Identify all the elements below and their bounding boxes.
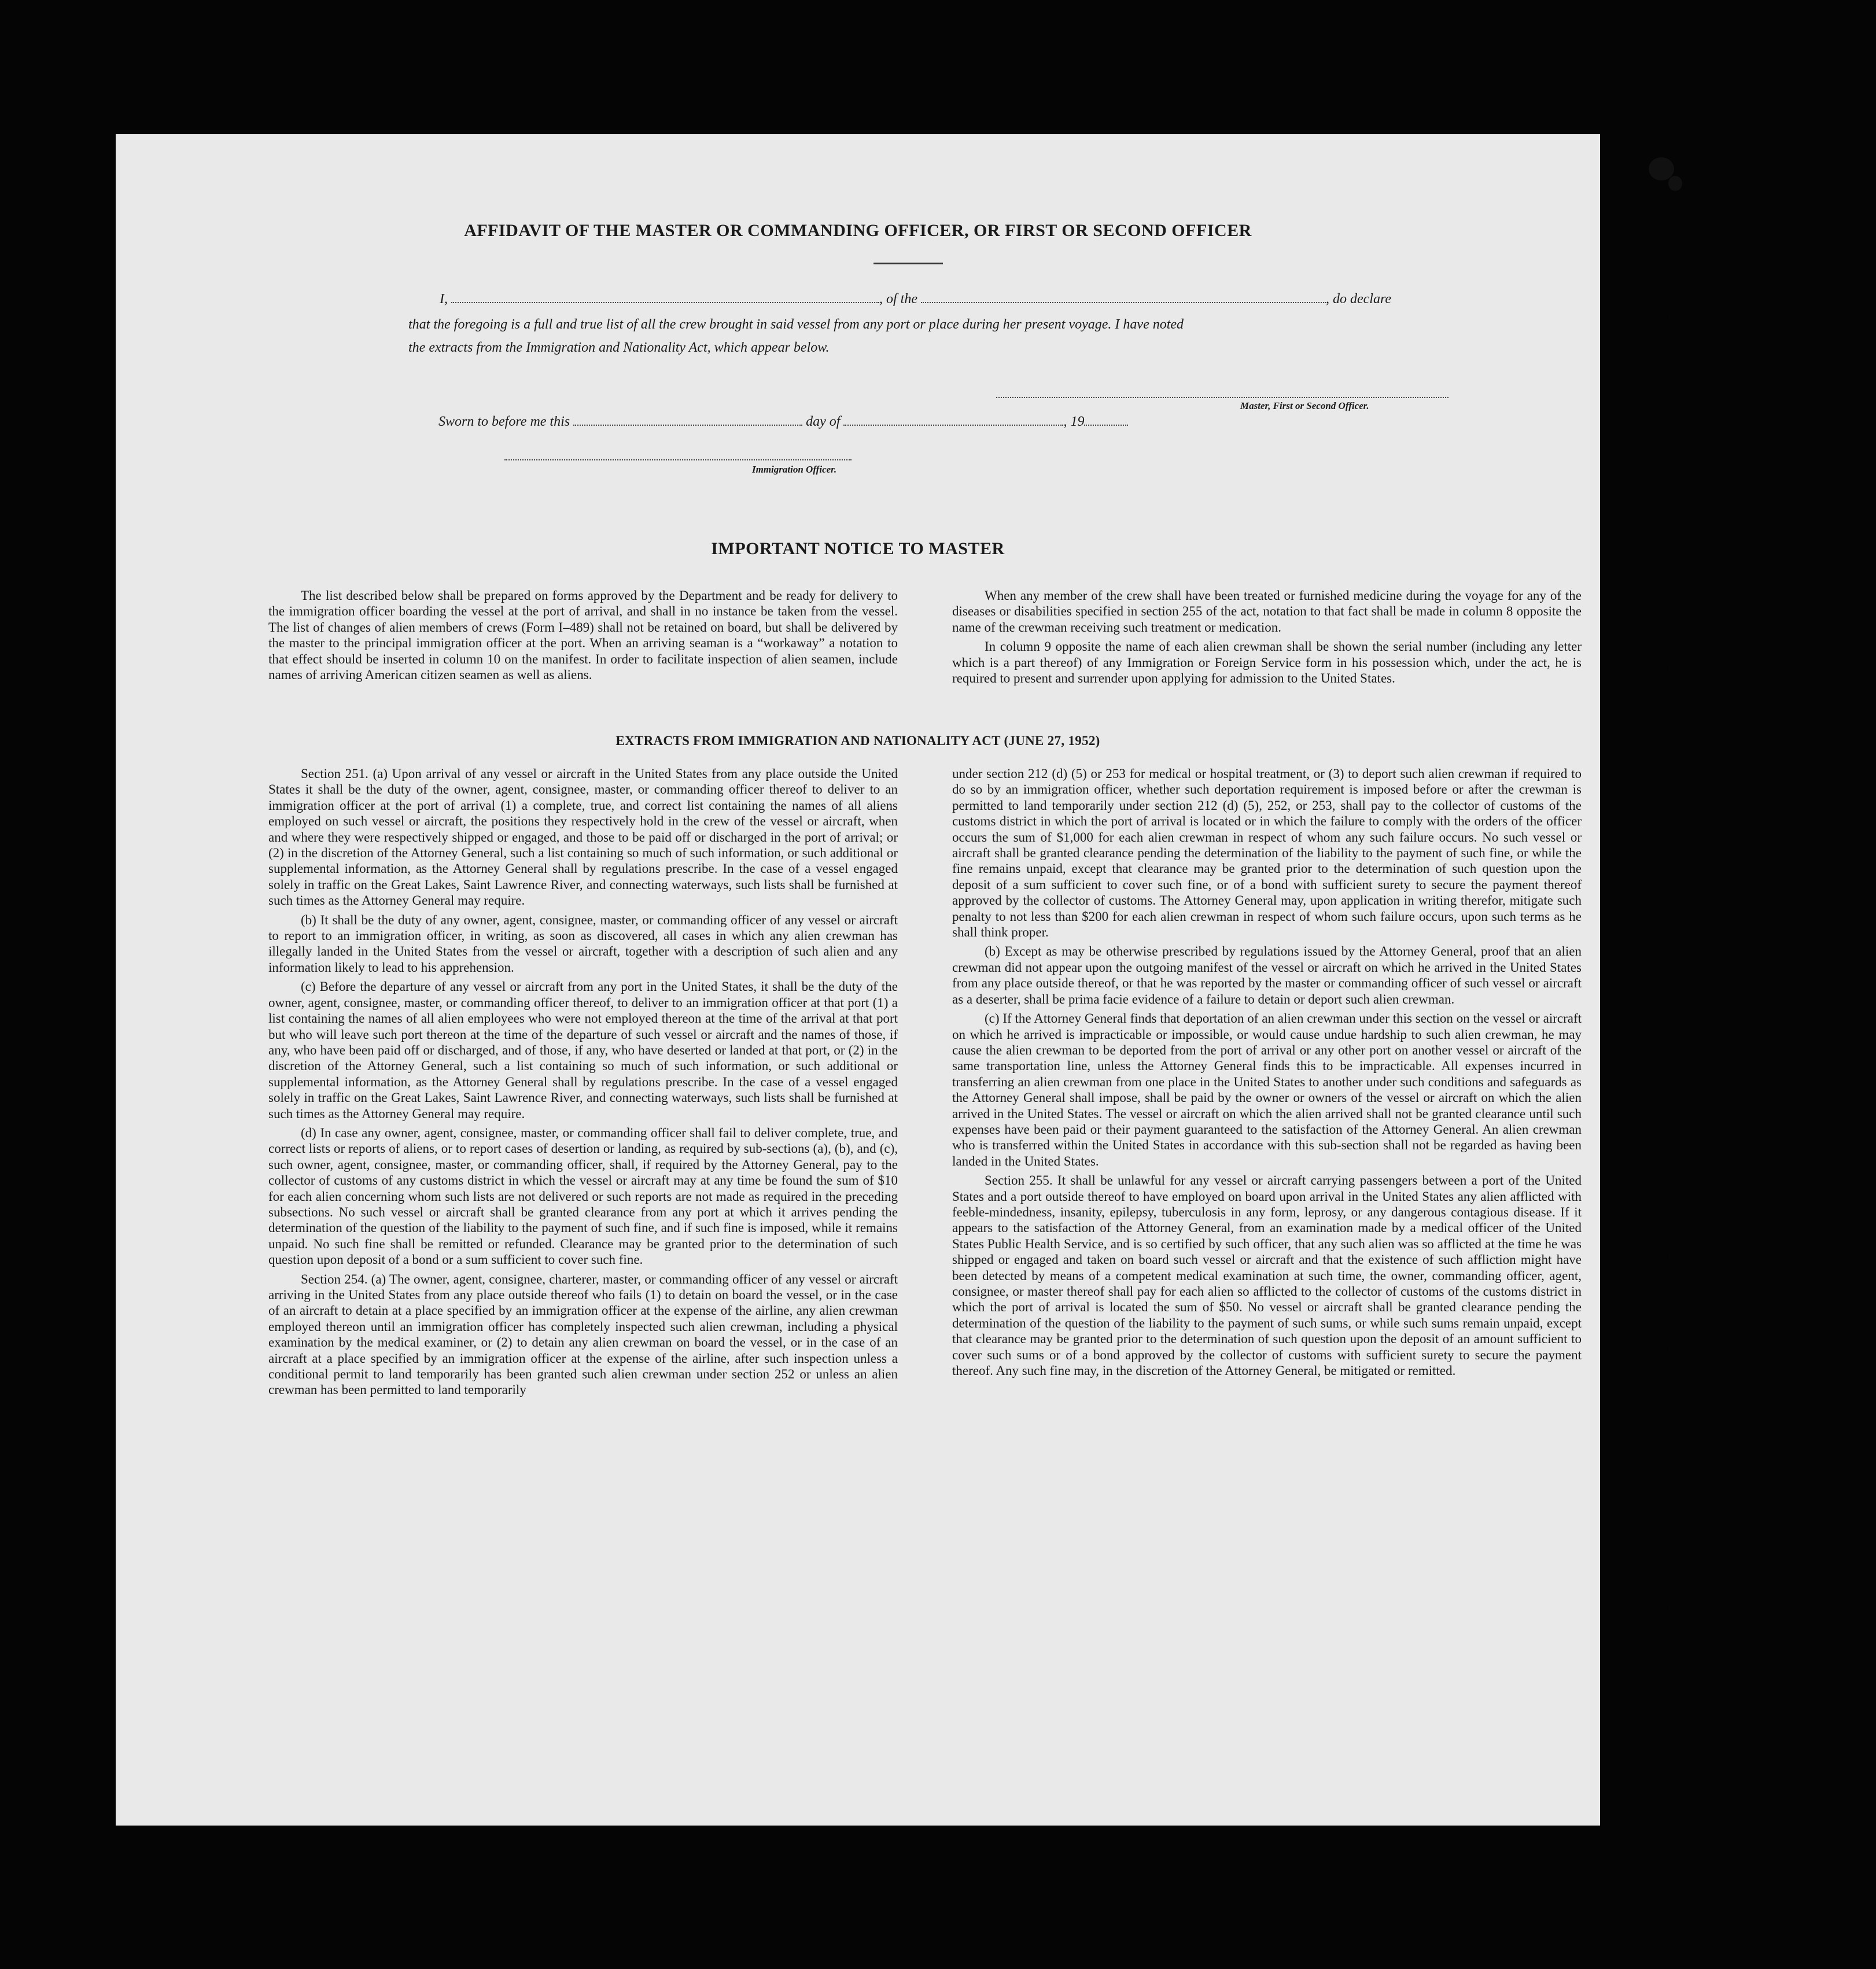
- punch-hole: [1667, 1592, 1700, 1624]
- sworn-day-field[interactable]: [573, 414, 802, 426]
- punch-hole: [1667, 396, 1700, 428]
- punch-hole: [1667, 1332, 1700, 1364]
- declaration-line-3: the extracts from the Immigration and Nationality Act, which appear below.: [408, 340, 830, 355]
- punch-hole: [1667, 1682, 1700, 1714]
- section-251-b: (b) It shall be the duty of any owner, agent, consignee, master, or commanding officer of any vessel or aircraft to report to an immigration officer, in writing, as soon as discovered, all cases in which any alien crewman has illegally landed in the United States from the vessel or aircraft, together with a description of such alien and any information likely to lead to his apprehension.: [268, 912, 898, 975]
- immigration-officer-signature-line[interactable]: [504, 459, 852, 460]
- declaration-line-1: [440, 292, 1391, 307]
- punch-hole: [1667, 747, 1700, 780]
- section-254-b: (b) Except as may be otherwise prescribed by regulations issued by the Attorney General, proof that an alien crewman did not appear upon the outgoing manifest of the vessel or aircraft on which he arrived in the United States from any place outside thereof, or that he was reported by the master or commanding officer of such vessel or aircraft as a deserter, shall be prima facie evidence of a failure to detain or deport such alien crewman.: [952, 944, 1582, 1006]
- title-rule: [873, 263, 943, 264]
- notice-right-column: [952, 588, 1582, 689]
- declarant-label: I,: [440, 292, 448, 307]
- section-251-c: (c) Before the departure of any vessel or aircraft from any port in the United States, it shall be the duty of the owner, agent, consignee, master, or commanding officer thereof, to deliver to an immigration officer at that port (1) a list containing the names of all alien employees who were not employed thereon at the time of the arrival at that port but who will leave such port thereon at the time of the departure of such vessel or aircraft and the names of those, if any, who have been paid off or discharged, and of those, if any, who have deserted or landed at that port, or (2) in the discretion of the Attorney General, such a list containing so much of such information, or such additional or supplemental information, as the Attorney General shall by regulations prescribe. In the case of a vessel engaged solely in traffic on the Great Lakes, Saint Lawrence River, and connecting waterways, such lists shall be furnished at such times as the Attorney General may require.: [268, 979, 898, 1121]
- extracts-title: EXTRACTS FROM IMMIGRATION AND NATIONALITY ACT (JUNE 27, 1952): [615, 733, 1100, 748]
- punch-hole: [1667, 1241, 1700, 1274]
- section-254-a: Section 254. (a) The owner, agent, consignee, charterer, master, or commanding officer of any vessel or aircraft arriving in the United States from any place outside thereof who fails (1) to detain on board the vessel, or in the case of an aircraft to detain at a place specified by an immigration officer at the expense of the airline, any alien crewman employed thereon until an immigration officer has completely inspected such alien crewman, including a physical examination by the medical examiner, or (2) to detain any alien crewman on board the vessel, or in the case of an aircraft at a place specified by an immigration officer at the expense of the airline, after such inspection unless a conditional permit to land temporarily has been granted such alien crewman under section 252 or unless an alien crewman has been permitted to land temporarily: [268, 1271, 898, 1398]
- sworn-year-field[interactable]: [1084, 414, 1128, 426]
- sworn-label: Sworn to before me this: [438, 414, 570, 429]
- section-255: Section 255. It shall be unlawful for any vessel or aircraft carrying passengers between a port of the United States and a port outside thereof to have employed on board upon arrival in the United States any alien afflicted with feeble-mindedness, insanity, epilepsy, tuberculosis in any form, leprosy, or any dangerous contagious disease. If it appears to the satisfaction of the Attorney General, from an examination made by a medical officer of the United States Public Health Service, and is so certified by such officer, that any such alien was so afflicted at the time he was shipped or engaged and taken on board such vessel or aircraft and that the existence of such affliction might have been detected by means of a competent medical examination at such time, the owner, commanding officer, agent, consignee, or master thereof shall pay for each alien so afflicted to the collector of customs of the customs district in which the port of arrival is located the sum of $50. No vessel or aircraft shall be granted clearance pending the determination of the question of the liability to the payment of such sums, or while such sums remain unpaid, except that clearance may be granted prior to the determination of such question upon the deposit of an amount sufficient to cover such sums or of a bond approved by the collector of customs with sufficient surety to secure the payment thereof. Any such fine may, in the discretion of the Attorney General, be mitigated or remitted.: [952, 1173, 1582, 1378]
- section-254-a-continued: under section 212 (d) (5) or 253 for medical or hospital treatment, or (3) to deport such alien crewman if required to do so by an immigration officer, whether such deportation requirement is imposed before or after the crewman is permitted to land temporarily under section 212 (d) (5), 252, or 253, shall pay to the collector of customs of the customs district in which the port of arrival is located or in which the failure to comply with the orders of the officer occurs the sum of $1,000 for each alien crewman in respect of whom any such failure occurs. No such vessel or aircraft shall be granted clearance pending the determination of the liability to the payment of such fine, or while the fine remains unpaid, except that clearance may be granted prior to the determination of such question upon the deposit of a sum sufficient to cover such fine, or of a bond with sufficient surety to secure the payment thereof approved by the collector of customs. The Attorney General may, upon application in writing therefor, mitigate such penalty to not less than $200 for each alien crewman in respect of whom such failure occurs, upon such terms as he shall think proper.: [952, 766, 1582, 940]
- notice-paragraph: When any member of the crew shall have been treated or furnished medicine during the voyage for any of the diseases or disabilities specified in section 255 of the act, notation to that fact shall be made in column 8 opposite the name of the crewman receiving such treatment or medication.: [952, 588, 1582, 635]
- sworn-line: [438, 414, 1128, 430]
- declaration-line-2: that the foregoing is a full and true list of all the crew brought in said vessel from any port or place during her present voyage. I have noted: [408, 317, 1184, 332]
- year-label: , 19: [1063, 414, 1085, 429]
- notice-paragraph: In column 9 opposite the name of each alien crewman shall be shown the serial number (including any letter which is a part thereof) of any Immigration or Foreign Service form in his possession which, under the act, he is required to present and surrender upon applying for admission to the United States.: [952, 639, 1582, 686]
- declarant-name-field[interactable]: [451, 292, 879, 303]
- document-page: [116, 134, 1600, 1826]
- sworn-month-field[interactable]: [843, 414, 1063, 426]
- day-of-label: day of: [806, 414, 841, 429]
- punch-hole: [1667, 652, 1700, 685]
- immigration-officer-caption: Immigration Officer.: [752, 464, 837, 475]
- notice-left-column: [268, 588, 898, 686]
- section-254-c: (c) If the Attorney General finds that deportation of an alien crewman under this section on the vessel or aircraft on which he arrived is impracticable or impossible, or would cause undue hardship to such alien crewman, he may cause the alien crewman to be deported from the port of arrival or any other port on another vessel or aircraft of the same transportation line, unless the Attorney General finds this to be impracticable. All expenses incurred in transferring an alien crewman from one place in the United States to another under such conditions and safeguards as the Attorney General shall impose, shall be paid by the owner or owners of the vessel or aircraft on which the alien arrived in the United States. The vessel or aircraft on which the alien arrived shall not be granted clearance until such expenses have been paid or their payment guaranteed to the satisfaction of the Attorney General. An alien crewman who is transferred within the United States in accordance with this sub-section shall not be regarded as having been landed in the United States.: [952, 1011, 1582, 1168]
- section-251-d: (d) In case any owner, agent, consignee, master, or commanding officer shall fail to deliver complete, true, and correct lists or reports of aliens, or to report cases of desertion or landing, as required by sub-sections (a), (b), and (c), such owner, agent, consignee, master, or commanding officer, shall, if required by the Attorney General, pay to the collector of customs of any customs district in which the vessel or aircraft may at any time be found the sum of $10 for each alien concerning whom such lists are not delivered or such reports are not made as required in the preceding subsections. No such vessel or aircraft shall be granted clearance from any port at which it arrives pending the determination of the question of the liability to the payment of such fine, and if such fine is imposed, while it remains unpaid. No such fine shall be remitted or refunded. Clearance may be granted prior to the determination of such question upon deposit of a bond or a sum sufficient to cover such fine.: [268, 1125, 898, 1267]
- declare-label: , do declare: [1326, 292, 1392, 307]
- punch-hole: [1667, 301, 1700, 333]
- notice-paragraph: The list described below shall be prepared on forms approved by the Department and be ready for delivery to the immigration officer boarding the vessel at the port of arrival, and shall in no instance be taken from the vessel. The list of changes of alien members of crews (Form I–489) shall not be retained on board, but shall be delivered by the master to the principal immigration officer at the port. When an arriving seaman is a “workaway” a notation to that effect should be inserted in column 10 on the manifest. In order to facilitate inspection of alien seamen, include names of arriving American citizen seamen as well as aliens.: [268, 588, 898, 683]
- notice-title: IMPORTANT NOTICE TO MASTER: [711, 539, 1005, 558]
- vessel-label: , of the: [879, 292, 917, 307]
- master-signature-line[interactable]: [996, 397, 1449, 398]
- extracts-left-column: [268, 766, 898, 1402]
- extracts-right-column: [952, 766, 1582, 1382]
- section-251-a: Section 251. (a) Upon arrival of any vessel or aircraft in the United States from any place outside the United States it shall be the duty of the owner, agent, consignee, master, or commanding officer thereof to deliver to an immigration officer at the port of arrival (1) a complete, true, and correct list containing the names of all aliens employed on such vessel or aircraft, the positions they respectively hold in the crew of the vessel or aircraft, when and where they were respectively shipped or engaged, and those to be paid off or discharged in the port of arrival; or (2) in the discretion of the Attorney General, such a list containing so much of such information, or such additional or supplemental information, as the Attorney General shall by regulations prescribe. In the case of a vessel engaged solely in traffic on the Great Lakes, Saint Lawrence River, and connecting waterways, such lists shall be furnished at such times as the Attorney General may require.: [268, 766, 898, 908]
- master-signature-caption: Master, First or Second Officer.: [1240, 400, 1369, 411]
- affidavit-title: AFFIDAVIT OF THE MASTER OR COMMANDING OFFICER, OR FIRST OR SECOND OFFICER: [464, 221, 1252, 240]
- ink-blot: [1668, 176, 1682, 191]
- vessel-name-field[interactable]: [921, 292, 1326, 303]
